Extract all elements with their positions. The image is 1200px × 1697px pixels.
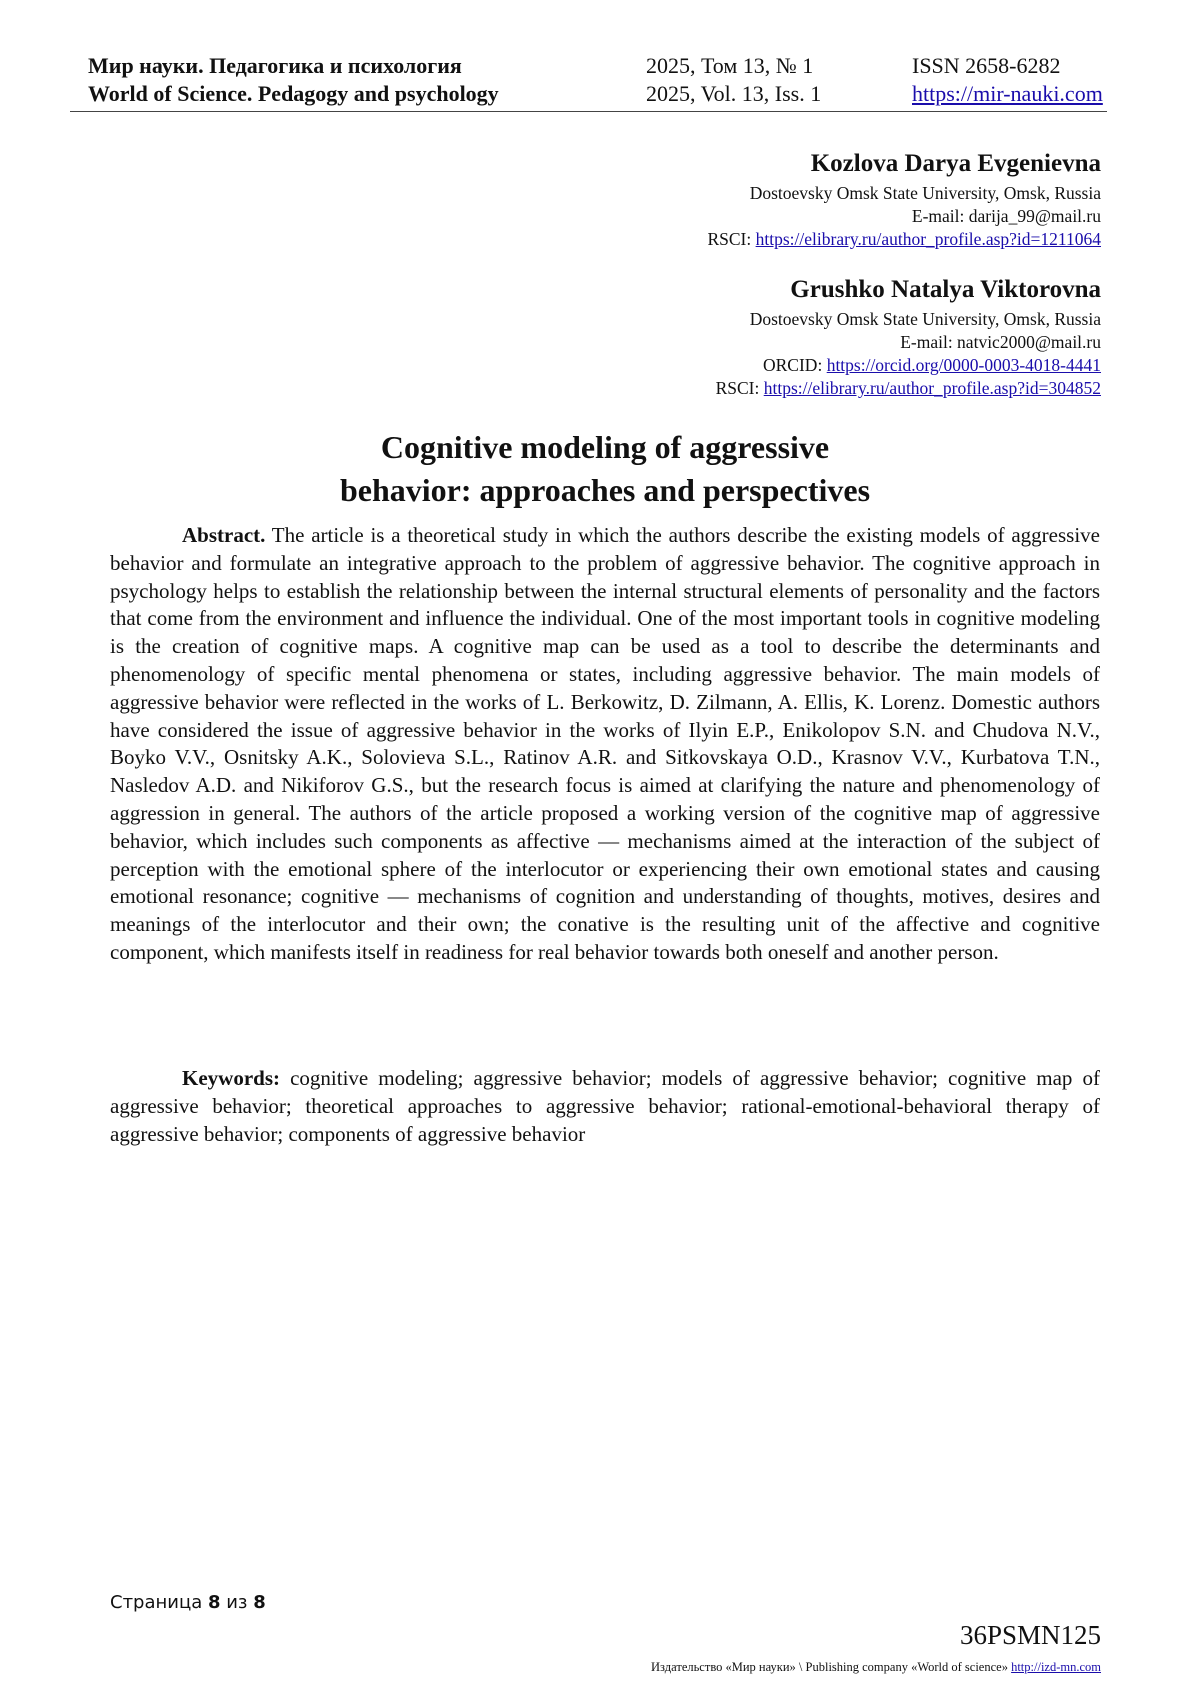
- header-divider: [70, 111, 1107, 112]
- abstract-label: Abstract.: [182, 523, 266, 547]
- publisher-line: [651, 1660, 1101, 1675]
- article-title: [110, 426, 1100, 512]
- issn: ISSN 2658-6282: [912, 53, 1061, 78]
- volume-en: 2025, Vol. 13, Iss. 1: [646, 81, 822, 106]
- keywords-text: cognitive modeling; aggressive behavior; models of aggressive behavior; cognitive map of aggressive behavior; theoretical approaches to aggressive behavior; rational-emotional-behavioral therapy of aggressive behavior; components of aggressive behavior: [110, 1066, 1100, 1146]
- author-affiliation: Dostoevsky Omsk State University, Omsk, Russia: [749, 309, 1101, 329]
- author-rsci: [716, 377, 1101, 400]
- running-header: [88, 52, 1120, 108]
- publisher-text: Издательство «Мир науки» \ Publishing company «World of science»: [651, 1660, 1012, 1674]
- keywords-label: Keywords:: [182, 1066, 280, 1090]
- title-line-1: Cognitive modeling of aggressive: [380, 429, 830, 465]
- journal-name-ru: Мир науки. Педагогика и психология: [88, 53, 462, 78]
- author-block-2: [716, 274, 1101, 400]
- author-block-1: [707, 148, 1101, 251]
- volume-ru: 2025, Том 13, № 1: [646, 53, 814, 78]
- orcid-label: ORCID:: [763, 355, 827, 375]
- rsci-label: RSCI:: [715, 378, 764, 398]
- author-affiliation: Dostoevsky Omsk State University, Omsk, Russia: [749, 183, 1101, 203]
- journal-site-link[interactable]: https://mir-nauki.com: [912, 81, 1103, 106]
- abstract: [110, 522, 1100, 967]
- header-row-ru: [88, 52, 1120, 80]
- author-email: E-mail: darija_99@mail.ru: [911, 206, 1101, 226]
- rsci-link[interactable]: https://elibrary.ru/author_profile.asp?id=304852: [763, 378, 1101, 398]
- page-middle: из: [220, 1592, 254, 1613]
- abstract-text: The article is a theoretical study in which the authors describe the existing models of aggressive behavior and formulate an integrative approach to the problem of aggressive behavior. The cognitive approach in psychology helps to establish the relationship between the internal structural elements of personality and the factors that come from the environment and influence the individual. One of the most important tools in cognitive modeling is the creation of cognitive maps. A cognitive map can be used as a tool to describe the determinants and phenomenology of specific mental phenomena or states, including aggressive behavior. The main models of aggressive behavior were reflected in the works of L. Berkowitz, D. Zilmann, A. Ellis, K. Lorenz. Domestic authors have considered the issue of aggressive behavior in the works of Ilyin E.P., Enikolopov S.N. and Chudova N.V., Boyko V.V., Osnitsky A.K., Solovieva S.L., Ratinov A.R. and Sitkovskaya O.D., Krasnov V.V., Kurbatova T.N., Nasledov A.D. and Nikiforov G.S., but the research focus is aimed at clarifying the nature and phenomenology of aggression in general. The authors of the article proposed a working version of the cognitive map of aggressive behavior, which includes such components as affective — mechanisms aimed at the interaction of the subject of perception with the emotional sphere of the interlocutor or experiencing their own emotional states and causing emotional resonance; cognitive — mechanisms of cognition and understanding of thoughts, motives, desires and meanings of the interlocutor and their own; the conative is the resulting unit of the affective and cognitive component, which manifests itself in readiness for real behavior towards both oneself and another person.: [110, 523, 1100, 964]
- title-line-2: behavior: approaches and perspectives: [339, 472, 871, 508]
- journal-name-en: World of Science. Pedagogy and psychology: [88, 81, 499, 106]
- orcid-link[interactable]: https://orcid.org/0000-0003-4018-4441: [826, 355, 1101, 375]
- author-email: E-mail: natvic2000@mail.ru: [900, 332, 1101, 352]
- author-name: Grushko Natalya Viktorovna: [790, 276, 1101, 303]
- author-orcid: [716, 354, 1101, 377]
- page-current: 8: [207, 1592, 221, 1613]
- keywords: [110, 1065, 1100, 1148]
- page-total: 8: [253, 1592, 266, 1613]
- rsci-link[interactable]: https://elibrary.ru/author_profile.asp?id=1211064: [755, 229, 1101, 249]
- page-counter: [110, 1592, 266, 1613]
- header-row-en: [88, 80, 1120, 108]
- author-rsci: [707, 228, 1101, 251]
- page-prefix: Страница: [110, 1592, 208, 1613]
- author-name: Kozlova Darya Evgenievna: [810, 150, 1101, 177]
- rsci-label: RSCI:: [707, 229, 756, 249]
- article-code: 36PSMN125: [959, 1620, 1101, 1650]
- publisher-link[interactable]: http://izd-mn.com: [1011, 1660, 1101, 1674]
